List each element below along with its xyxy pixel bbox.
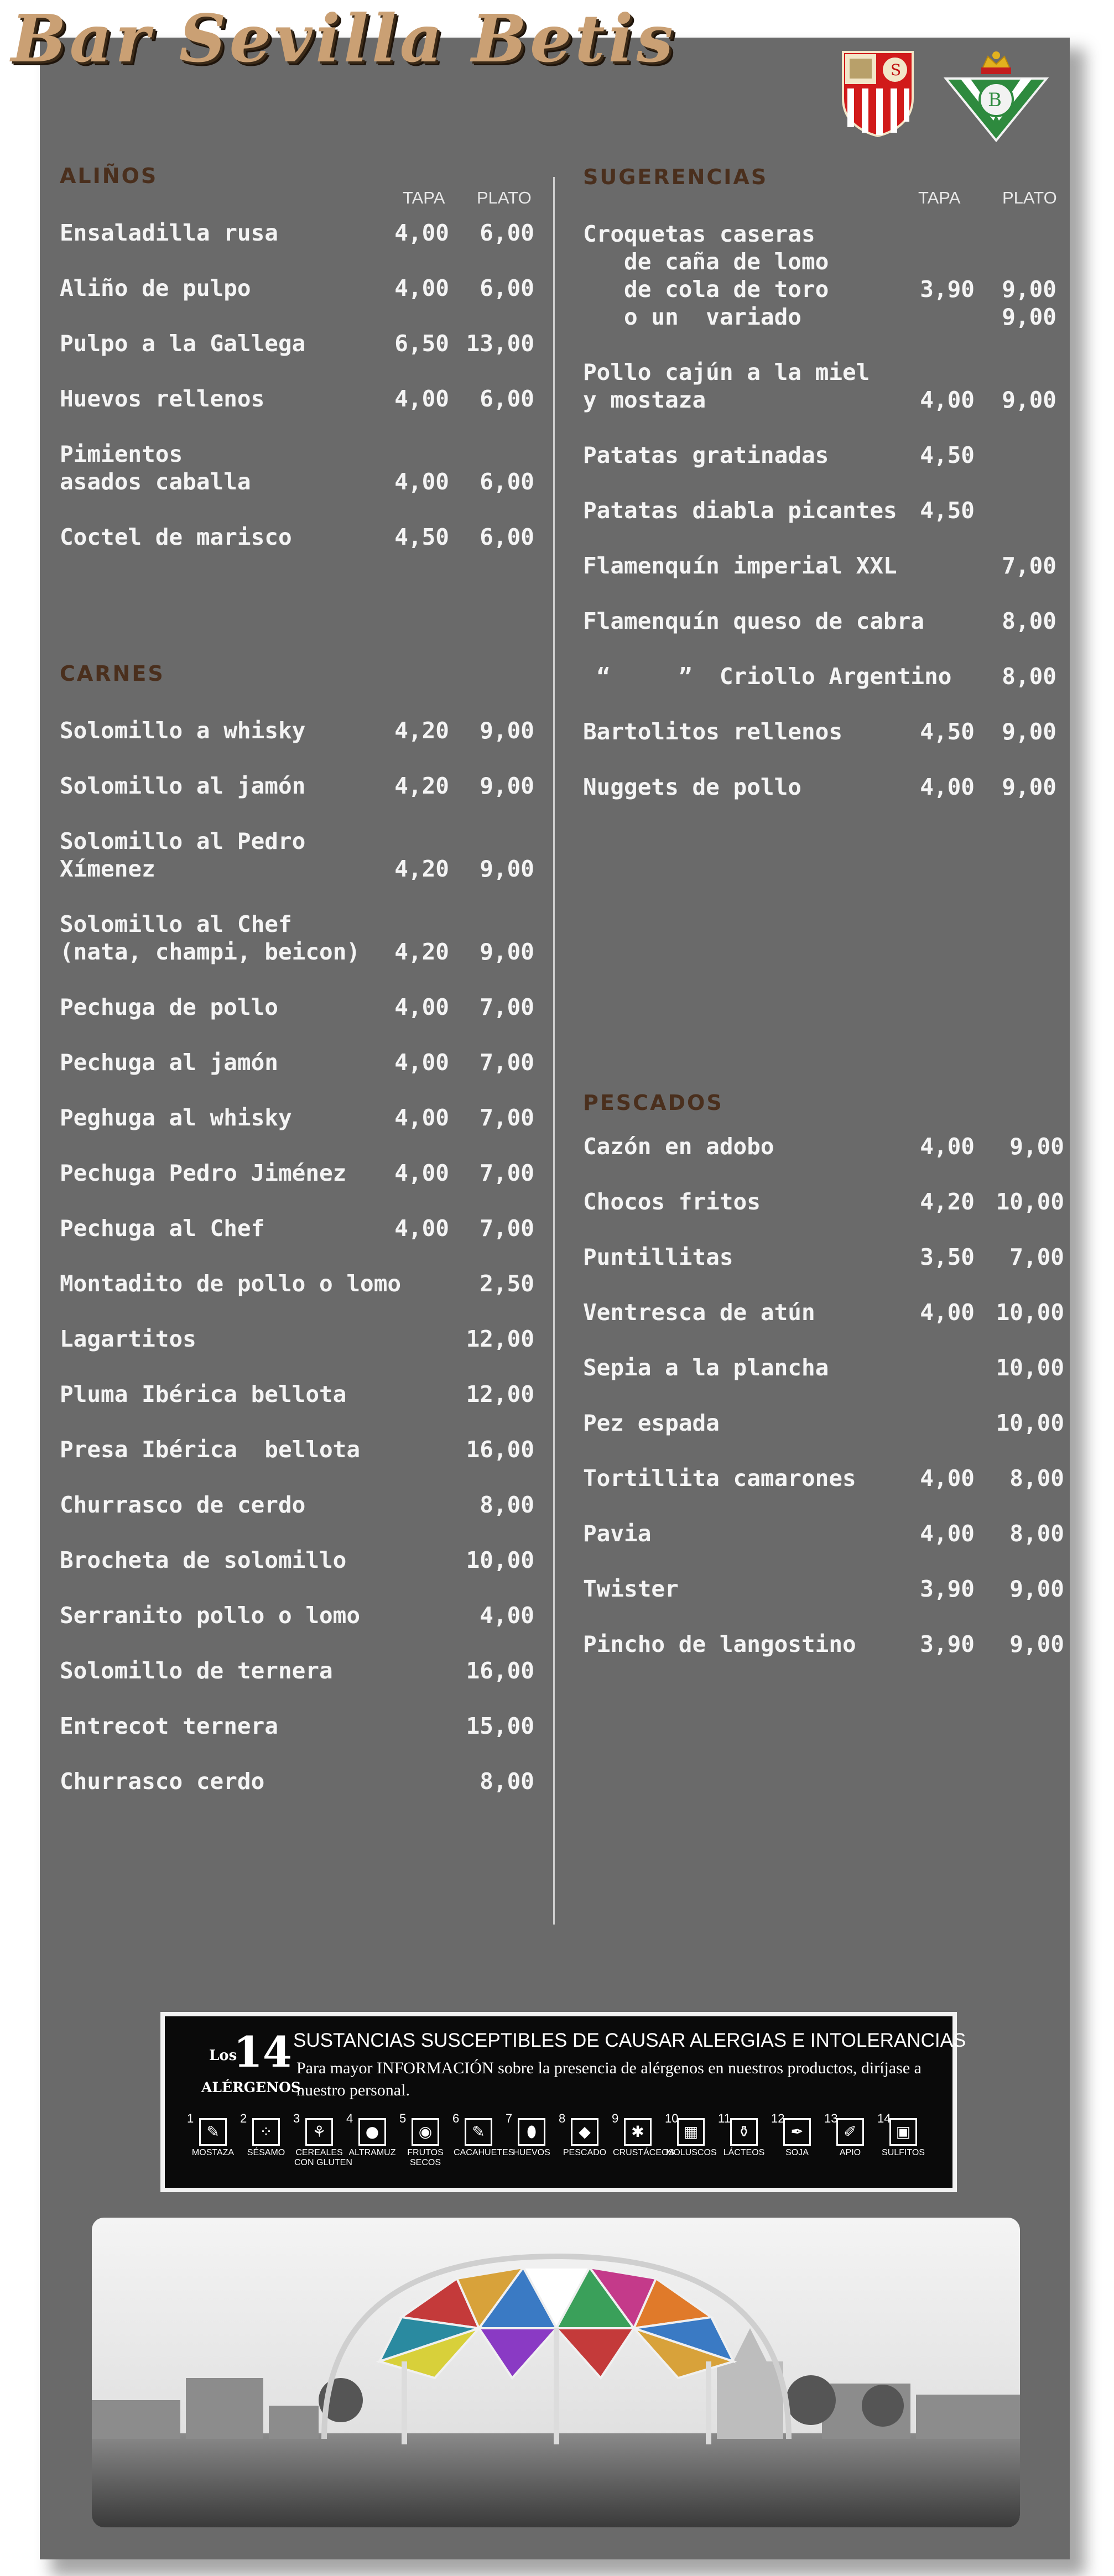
plato-price: 8,00	[480, 1492, 534, 1518]
allergen-item	[187, 2111, 238, 2158]
plato-price: 12,00	[466, 1381, 534, 1407]
tapa-price: 4,50	[920, 442, 975, 468]
plaza-photo	[92, 2218, 1020, 2527]
column-header-tapa: TAPA	[403, 188, 445, 207]
allergen-label: MOLUSCOS	[666, 2148, 717, 2157]
section-title-alinos: ALIÑOS	[60, 164, 158, 188]
dairy-icon: ⚱	[730, 2118, 758, 2146]
allergen-number: 12	[771, 2111, 785, 2125]
plato-price: 12,00	[466, 1326, 534, 1352]
menu-item-name: Ensaladilla rusa	[60, 220, 278, 246]
tapa-price: 6,50	[394, 330, 449, 357]
menu-item-name: Chocos fritos	[583, 1188, 761, 1215]
menu-item-name: Serranito pollo o lomo	[60, 1602, 361, 1629]
plato-price: 9,00	[480, 938, 534, 965]
allergen-item	[559, 2111, 610, 2158]
column-header-plato: PLATO	[477, 188, 532, 207]
menu-item-name: Patatas gratinadas	[583, 442, 829, 468]
menu-item-name: Lagartitos	[60, 1326, 196, 1352]
tapa-price: 4,00	[394, 1160, 449, 1186]
menu-item-name: Pimientos asados caballa	[60, 441, 251, 495]
allergen-label: CRUSTÁCEOS	[613, 2148, 675, 2157]
tapa-price: 4,00	[394, 220, 449, 246]
allergens-word: ALÉRGENOS	[201, 2079, 301, 2095]
menu-item-name: Pincho de langostino	[583, 1631, 856, 1657]
allergens-heading: SUSTANCIAS SUSCEPTIBLES DE CAUSAR ALERGIAS E INTOLERANCIAS	[293, 2030, 966, 2051]
menu-item-name: Pez espada	[583, 1410, 720, 1436]
allergen-item	[771, 2111, 822, 2158]
plato-price: 7,00	[480, 1049, 534, 1076]
tapa-price: 3,90	[920, 1576, 975, 1602]
menu-item-name: Pollo cajún a la miel y mostaza	[583, 359, 870, 413]
plato-price: 2,50	[480, 1270, 534, 1297]
soy-icon: ✒	[783, 2118, 811, 2146]
menu-item-name: Huevos rellenos	[60, 385, 265, 412]
column-divider	[553, 177, 555, 1925]
svg-text:S: S	[891, 61, 902, 79]
plato-price: 7,00	[1009, 1244, 1064, 1270]
plato-price: 13,00	[466, 330, 534, 357]
plato-price: 9,00	[480, 773, 534, 799]
tapa-price: 4,00	[394, 1049, 449, 1076]
plato-price: 9,00	[480, 717, 534, 744]
allergen-number: 10	[665, 2111, 679, 2125]
plato-price: 16,00	[466, 1436, 534, 1463]
allergen-number: 7	[506, 2111, 513, 2125]
tapa-price: 4,00	[920, 774, 975, 800]
tapa-price: 4,00	[920, 1133, 975, 1160]
plato-price: 9,00	[1009, 1576, 1064, 1602]
plato-price: 9,00	[480, 856, 534, 882]
mollusc-icon: ▦	[677, 2118, 705, 2146]
menu-item-name: Pechuga de pollo	[60, 994, 278, 1020]
allergen-item	[293, 2111, 352, 2168]
tapa-price: 4,20	[394, 773, 449, 799]
plato-price: 4,00	[480, 1602, 534, 1629]
menu-item-name: Entrecot ternera	[60, 1713, 278, 1739]
allergen-item	[877, 2111, 928, 2158]
allergen-item	[718, 2111, 769, 2158]
plato-price: 10,00	[996, 1299, 1064, 1326]
allergen-number: 2	[240, 2111, 247, 2125]
allergen-label: CEREALES CON GLUTEN	[294, 2148, 352, 2167]
lupin-icon: ●	[358, 2118, 386, 2146]
plato-price: 9,00	[1002, 387, 1056, 413]
allergen-number: 6	[452, 2111, 460, 2125]
plato-price: 6,00	[480, 524, 534, 550]
plato-price: 10,00	[466, 1547, 534, 1573]
allergen-item	[665, 2111, 717, 2158]
menu-item-name: Solomillo al Pedro Xímenez	[60, 828, 306, 882]
section-title-sugerencias: SUGERENCIAS	[583, 165, 768, 189]
allergen-label: HUEVOS	[513, 2148, 550, 2157]
menu-item-name: Patatas diabla picantes	[583, 497, 897, 524]
allergens-los: Los	[209, 2047, 237, 2064]
crustacean-icon: ✱	[624, 2118, 652, 2146]
tapa-price: 4,00	[394, 1104, 449, 1131]
fish-icon: ◆	[571, 2118, 598, 2146]
plato-price: 7,00	[480, 994, 534, 1020]
svg-text:B: B	[988, 89, 1002, 111]
menu-item-name: Peghuga al whisky	[60, 1104, 292, 1131]
plato-price: 8,00	[1002, 608, 1056, 634]
nuts-icon: ◉	[412, 2118, 439, 2146]
allergen-number: 5	[399, 2111, 407, 2125]
menu-item-name: Pechuga Pedro Jiménez	[60, 1160, 347, 1186]
mustard-icon: ✎	[199, 2118, 227, 2146]
menu-item-name: o un variado	[583, 304, 801, 330]
tapa-price: 4,00	[394, 994, 449, 1020]
allergen-item	[452, 2111, 514, 2158]
allergen-label: APIO	[839, 2148, 861, 2157]
tapa-price: 4,20	[394, 938, 449, 965]
menu-item-name: Flamenquín queso de cabra	[583, 608, 925, 634]
menu-item-name: Pavia	[583, 1520, 652, 1547]
plato-price: 6,00	[480, 468, 534, 495]
tapa-price: 4,00	[394, 385, 449, 412]
allergen-number: 8	[559, 2111, 566, 2125]
tapa-price: 4,00	[920, 1299, 975, 1326]
plato-price: 16,00	[466, 1657, 534, 1684]
allergen-item	[240, 2111, 291, 2158]
plato-price: 15,00	[466, 1713, 534, 1739]
menu-item-name: Solomillo al jamón	[60, 773, 306, 799]
plato-price: 9,00	[1002, 718, 1056, 745]
column-header-tapa-right: TAPA	[918, 188, 961, 207]
menu-item-name: Flamenquín imperial XXL	[583, 552, 897, 579]
allergen-number: 13	[824, 2111, 838, 2125]
cereal-icon: ⚘	[305, 2118, 333, 2146]
menu-item-name: Pulpo a la Gallega	[60, 330, 306, 357]
celery-icon: ✐	[836, 2118, 864, 2146]
tapa-price: 4,20	[394, 717, 449, 744]
menu-item-name: Puntillitas	[583, 1244, 733, 1270]
allergen-number: 14	[877, 2111, 891, 2125]
plato-price: 7,00	[1002, 552, 1056, 579]
allergen-item	[506, 2111, 556, 2158]
tapa-price: 4,00	[920, 1520, 975, 1547]
plato-price: 9,00	[1002, 304, 1056, 330]
sevilla-crest-icon	[840, 49, 916, 137]
menu-item-name: Aliño de pulpo	[60, 275, 251, 301]
menu-item-name: Croquetas caseras de caña de lomo de cola de toro	[583, 221, 829, 303]
plato-price: 6,00	[480, 385, 534, 412]
allergen-number: 4	[346, 2111, 353, 2125]
egg-icon: ⬮	[518, 2118, 545, 2146]
tapa-price: 3,90	[920, 1631, 975, 1657]
section-title-carnes: CARNES	[60, 661, 165, 686]
plato-price: 6,00	[480, 275, 534, 301]
tapa-price: 3,50	[920, 1244, 975, 1270]
allergen-label: SOJA	[785, 2148, 809, 2157]
sesame-icon: ⁘	[252, 2118, 280, 2146]
plato-price: 9,00	[1009, 1631, 1064, 1657]
allergens-number: 14	[233, 2027, 292, 2077]
allergen-item	[399, 2111, 450, 2168]
menu-item-name: Solomillo al Chef (nata, champi, beicon)	[60, 911, 361, 965]
menu-item-name: Churrasco de cerdo	[60, 1492, 306, 1518]
plato-price: 9,00	[1009, 1133, 1064, 1160]
sulphite-icon: ▣	[889, 2118, 917, 2146]
menu-item-name: Pechuga al jamón	[60, 1049, 278, 1076]
menu-item-name: Coctel de marisco	[60, 524, 292, 550]
tapa-price: 4,20	[394, 856, 449, 882]
menu-item-name: Sepia a la plancha	[583, 1354, 829, 1381]
allergen-label: LÁCTEOS	[723, 2148, 765, 2157]
menu-item-name: Twister	[583, 1576, 679, 1602]
allergens-box	[160, 2012, 966, 2192]
allergen-label: SULFITOS	[882, 2148, 925, 2157]
allergen-label: CACAHUETES	[454, 2148, 514, 2157]
plato-price: 6,00	[480, 220, 534, 246]
tapa-price: 4,00	[394, 468, 449, 495]
plato-price: 10,00	[996, 1410, 1064, 1436]
tapa-price: 3,90	[920, 276, 975, 303]
plato-price: 7,00	[480, 1160, 534, 1186]
allergen-label: MOSTAZA	[191, 2148, 235, 2157]
menu-item-name: Presa Ibérica bellota	[60, 1436, 361, 1463]
plato-price: 10,00	[996, 1188, 1064, 1215]
column-header-plato-right: PLATO	[1002, 188, 1057, 207]
tapa-price: 4,20	[920, 1188, 975, 1215]
menu-item-name: Bartolitos rellenos	[583, 718, 842, 745]
plato-price: 7,00	[480, 1215, 534, 1242]
tapa-price: 4,50	[394, 524, 449, 550]
plato-price: 8,00	[1002, 663, 1056, 690]
tapa-price: 4,50	[920, 718, 975, 745]
plato-price: 8,00	[480, 1768, 534, 1795]
tapa-price: 4,00	[920, 387, 975, 413]
menu-item-name: Cazón en adobo	[583, 1133, 774, 1160]
menu-item-name: Nuggets de pollo	[583, 774, 801, 800]
allergen-number: 3	[293, 2111, 300, 2125]
menu-item-name: Solomillo de ternera	[60, 1657, 333, 1684]
tapa-price: 4,00	[394, 275, 449, 301]
menu-item-name: “ ” Criollo Argentino	[583, 663, 952, 690]
allergen-label: PESCADO	[563, 2148, 607, 2157]
plato-price: 8,00	[1009, 1520, 1064, 1547]
menu-item-name: Churrasco cerdo	[60, 1768, 265, 1795]
allergen-label: FRUTOS SECOS	[407, 2148, 444, 2167]
allergen-number: 1	[187, 2111, 194, 2125]
tapa-price: 4,00	[394, 1215, 449, 1242]
allergen-label: ALTRAMUZ	[348, 2148, 396, 2157]
allergen-label: SÉSAMO	[247, 2148, 285, 2157]
allergen-item	[824, 2111, 875, 2158]
menu-item-name: Solomillo a whisky	[60, 717, 306, 744]
menu-item-name: Tortillita camarones	[583, 1465, 856, 1492]
menu-item-name: Montadito de pollo o lomo	[60, 1270, 402, 1297]
tapa-price: 4,50	[920, 497, 975, 524]
tapa-price: 4,00	[920, 1465, 975, 1492]
plato-price: 9,00	[1002, 276, 1056, 303]
menu-item-name: Ventresca de atún	[583, 1299, 815, 1326]
menu-item-name: Pluma Ibérica bellota	[60, 1381, 347, 1407]
menu-item-name: Brocheta de solomillo	[60, 1547, 347, 1573]
plato-price: 9,00	[1002, 774, 1056, 800]
bar-title: Bar Sevilla Betis	[11, 0, 676, 77]
allergen-number: 9	[612, 2111, 619, 2125]
plato-price: 8,00	[1009, 1465, 1064, 1492]
menu-item-name: Pechuga al Chef	[60, 1215, 265, 1242]
plato-price: 7,00	[480, 1104, 534, 1131]
betis-crest-icon	[944, 49, 1049, 143]
plato-price: 10,00	[996, 1354, 1064, 1381]
section-title-pescados: PESCADOS	[583, 1091, 723, 1115]
allergens-info: Para mayor INFORMACIÓN sobre la presencia de alérgenos en nuestros productos, diríjase a nuestro personal.	[296, 2059, 922, 2099]
allergen-icons-row	[187, 2111, 940, 2181]
peanut-icon: ✎	[465, 2118, 492, 2146]
allergen-number: 11	[718, 2111, 731, 2125]
allergen-item	[346, 2111, 397, 2158]
